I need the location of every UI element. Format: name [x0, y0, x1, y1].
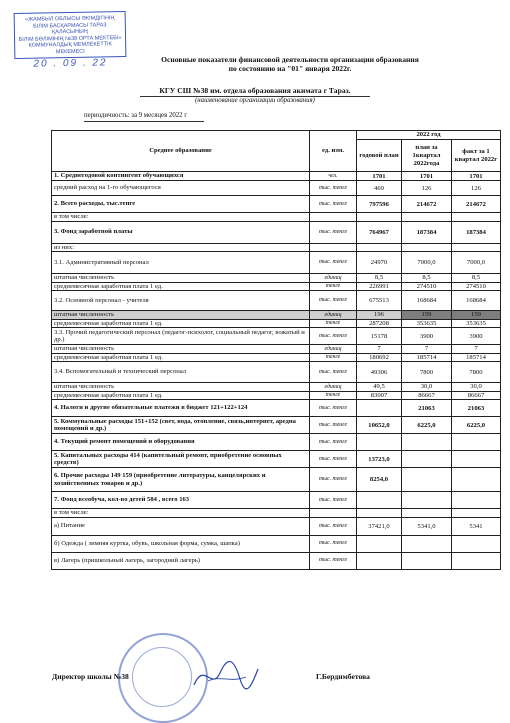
row-label: б) Одежда ( зимняя куртка, обувь, школьная форма, сумка, шапка): [52, 535, 310, 552]
director-name: Г.Бердимбетова: [316, 672, 370, 681]
row-label: 2. Всего расходы, тыс.тенге: [52, 196, 310, 213]
row-label: 3.3. Прочий педагогический персонал (педагог-психолог, социальный педагог, вожатый и др.): [52, 328, 310, 345]
table-row: [52, 468, 501, 492]
row-quarter-plan: 3900: [402, 328, 452, 345]
table-row: [52, 535, 501, 552]
row-unit: [310, 243, 357, 252]
row-annual-plan: 83007: [357, 391, 402, 400]
row-label: 3.1. Административный персонал: [52, 252, 310, 274]
row-label: 3.4. Вспомогательный и технический персонал: [52, 362, 310, 383]
row-quarter-fact: [452, 434, 501, 451]
row-label: 5. Коммунальные расходы 151+152 (свет, вода, отопление, связь,интернет, аредна помещений и др.): [52, 417, 310, 434]
row-quarter-plan: 126: [402, 181, 452, 196]
row-label: штатная численность: [52, 311, 310, 320]
row-unit: тыс. тенге: [310, 221, 357, 243]
row-annual-plan: 797596: [357, 196, 402, 213]
row-annual-plan: 196: [357, 311, 402, 320]
col-header-quarter-plan: план за 1квартал 2022года: [402, 140, 452, 172]
row-quarter-fact: 353635: [452, 319, 501, 328]
row-quarter-plan: 21063: [402, 400, 452, 417]
row-annual-plan: [357, 509, 402, 518]
row-quarter-fact: [452, 509, 501, 518]
row-quarter-fact: 126: [452, 181, 501, 196]
row-annual-plan: [357, 492, 402, 509]
table-row: [52, 311, 501, 320]
row-annual-plan: 8254,0: [357, 468, 402, 492]
row-unit: единиц: [310, 345, 357, 354]
row-label: а) Питание: [52, 517, 310, 535]
document-title: Основные показатели финансовой деятельности организации образования: [161, 55, 419, 64]
table-row: [52, 383, 501, 392]
signature-icon: [190, 655, 260, 695]
row-unit: тыс. тенге: [310, 451, 357, 468]
row-annual-plan: [357, 243, 402, 252]
row-annual-plan: 49306: [357, 362, 402, 383]
row-label: 3.2. Основной персонал - учителя: [52, 291, 310, 311]
row-quarter-plan: 185714: [402, 353, 452, 362]
row-quarter-fact: [452, 213, 501, 222]
row-unit: тыс. тенге: [310, 196, 357, 213]
row-quarter-fact: 8,5: [452, 274, 501, 283]
row-unit: единиц: [310, 383, 357, 392]
row-label: 4. Налоги и другие обязательные платежи в бюджет 121+122+124: [52, 400, 310, 417]
row-quarter-plan: 214672: [402, 196, 452, 213]
table-row: [52, 391, 501, 400]
row-unit: тыс. тенге: [310, 434, 357, 451]
row-quarter-plan: 168684: [402, 291, 452, 311]
row-unit: единиц: [310, 274, 357, 283]
row-label: 5. Капитальных расходы 414 (капительный ремонт, приобретение основных средств): [52, 451, 310, 468]
row-quarter-plan: 7000,0: [402, 252, 452, 274]
row-annual-plan: [357, 535, 402, 552]
table-row: [52, 400, 501, 417]
table-row: [52, 319, 501, 328]
row-quarter-plan: 86667: [402, 391, 452, 400]
table-row: [52, 509, 501, 518]
period-underline: [84, 121, 204, 122]
row-quarter-plan: 159: [402, 311, 452, 320]
document-subtitle: по состоянию на "01" января 2022г.: [228, 64, 352, 73]
row-annual-plan: 7: [357, 345, 402, 354]
financial-table: [51, 130, 501, 570]
row-unit: тыс. тенге: [310, 181, 357, 196]
row-label: среднемесячная заработная плата 1 ед.: [52, 391, 310, 400]
row-label: из них:: [52, 243, 310, 252]
table-row: [52, 417, 501, 434]
row-label: штатная численность: [52, 274, 310, 283]
row-label: среднемесячная заработная плата 1 ед.: [52, 282, 310, 291]
table-body: [52, 172, 501, 570]
row-quarter-fact: [452, 535, 501, 552]
col-header-unit: ед. изм.: [310, 131, 357, 172]
row-quarter-plan: 187384: [402, 221, 452, 243]
row-quarter-plan: 5341,0: [402, 517, 452, 535]
row-annual-plan: 469: [357, 181, 402, 196]
row-quarter-fact: [452, 468, 501, 492]
row-label: в том числе:: [52, 509, 310, 518]
row-quarter-plan: 1701: [402, 172, 452, 181]
row-unit: [310, 213, 357, 222]
director-label: Директор школы №38: [52, 672, 129, 681]
row-quarter-fact: 159: [452, 311, 501, 320]
row-unit: единиц: [310, 311, 357, 320]
table-row: [52, 252, 501, 274]
row-quarter-plan: [402, 468, 452, 492]
row-quarter-plan: 30,0: [402, 383, 452, 392]
row-label: 4. Текущий ремонт помещений и оборудования: [52, 434, 310, 451]
row-unit: тыс. тенге: [310, 492, 357, 509]
table-row: [52, 434, 501, 451]
table-row: [52, 552, 501, 569]
table-row: [52, 291, 501, 311]
row-quarter-fact: 5341: [452, 517, 501, 535]
row-quarter-fact: 274510: [452, 282, 501, 291]
row-quarter-fact: 21063: [452, 400, 501, 417]
row-quarter-fact: 7: [452, 345, 501, 354]
table-row: [52, 353, 501, 362]
row-unit: тыс. тенге: [310, 400, 357, 417]
row-unit: тыс. тенге: [310, 468, 357, 492]
table-row: [52, 243, 501, 252]
row-unit: [310, 509, 357, 518]
row-quarter-plan: [402, 243, 452, 252]
organization-caption: (наименование организации образования): [195, 97, 315, 104]
row-quarter-plan: [402, 552, 452, 569]
row-unit: чел.: [310, 172, 357, 181]
table-row: [52, 181, 501, 196]
row-unit: тыс. тенге: [310, 362, 357, 383]
col-header-category: Среднее образование: [52, 131, 310, 172]
row-annual-plan: [357, 552, 402, 569]
row-quarter-fact: 3900: [452, 328, 501, 345]
row-quarter-fact: 168684: [452, 291, 501, 311]
row-annual-plan: 15178: [357, 328, 402, 345]
row-quarter-plan: [402, 492, 452, 509]
row-quarter-fact: 30,0: [452, 383, 501, 392]
row-quarter-fact: 7800: [452, 362, 501, 383]
row-annual-plan: 1701: [357, 172, 402, 181]
row-quarter-fact: 6225,0: [452, 417, 501, 434]
row-unit: тыс. тенге: [310, 417, 357, 434]
col-header-annual-plan: годовой план: [357, 140, 402, 172]
stamp-line: БІЛІМ БӨЛІМІНІҢ №38 ОРТА МЕКТЕБІ»: [18, 34, 122, 43]
row-unit: тыс. тенге: [310, 252, 357, 274]
table-row: [52, 328, 501, 345]
row-quarter-plan: 7800: [402, 362, 452, 383]
row-quarter-fact: 7000,0: [452, 252, 501, 274]
table-row: [52, 282, 501, 291]
registration-stamp: [14, 11, 127, 70]
row-quarter-fact: [452, 492, 501, 509]
row-annual-plan: 24970: [357, 252, 402, 274]
stamp-line: БІЛІМ БАСҚАРМАСЫ ТАРАЗ ҚАЛАСЫНЫҢ: [33, 21, 107, 36]
row-label: в) Лагерь (пришкольный лагерь, загородний лагерь): [52, 552, 310, 569]
reporting-period: периодичность: за 9 месяцев 2022 г: [84, 112, 188, 119]
row-quarter-plan: [402, 213, 452, 222]
row-unit: тыс. тенге: [310, 291, 357, 311]
row-quarter-fact: [452, 552, 501, 569]
table-row: [52, 221, 501, 243]
row-quarter-fact: 214672: [452, 196, 501, 213]
col-header-year: 2022 год: [357, 131, 501, 140]
row-annual-plan: 226991: [357, 282, 402, 291]
row-annual-plan: 180692: [357, 353, 402, 362]
row-quarter-fact: 1701: [452, 172, 501, 181]
row-label: штатная численность: [52, 383, 310, 392]
row-label: среднемесячная заработная плата 1 ед.: [52, 353, 310, 362]
row-annual-plan: 13723,0: [357, 451, 402, 468]
row-quarter-fact: 185714: [452, 353, 501, 362]
col-header-quarter-fact: факт за 1 квартал 2022г: [452, 140, 501, 172]
row-annual-plan: [357, 400, 402, 417]
row-unit: тыс. тенге: [310, 328, 357, 345]
row-label: средний расход на 1-го обучающегося: [52, 181, 310, 196]
table-row: [52, 517, 501, 535]
row-label: 1. Среднегодовой контингент обучающихся: [52, 172, 310, 181]
row-quarter-plan: 6225,0: [402, 417, 452, 434]
row-annual-plan: [357, 434, 402, 451]
stamp-date: 20 . 09 . 22: [33, 57, 108, 70]
stamp-line: КОММУНАЛДЫҚ МЕМЛЕКЕТТІК МЕКЕМЕСІ: [28, 41, 112, 55]
table-row: [52, 196, 501, 213]
row-unit: тыс. тенге: [310, 535, 357, 552]
row-unit: тенге: [310, 282, 357, 291]
organization-name: КГУ СШ №38 им. отдела образования акимата г Тараз.: [159, 86, 351, 95]
table-row: [52, 345, 501, 354]
row-unit: тенге: [310, 319, 357, 328]
row-label: 6. Прочие расходы 149 159 (приобретение литературы, канцелярских и хозяйственных товаров и др.): [52, 468, 310, 492]
row-unit: тыс. тенге: [310, 517, 357, 535]
row-quarter-plan: [402, 535, 452, 552]
row-quarter-fact: [452, 451, 501, 468]
row-quarter-plan: 274510: [402, 282, 452, 291]
table-row: [52, 362, 501, 383]
table-row: [52, 172, 501, 181]
row-label: 3. Фонд заработной платы: [52, 221, 310, 243]
row-label: 7. Фонд всеобуча, кол-во детей 584 , всего 163: [52, 492, 310, 509]
row-unit: тенге: [310, 353, 357, 362]
row-annual-plan: 764967: [357, 221, 402, 243]
row-quarter-fact: 86667: [452, 391, 501, 400]
row-annual-plan: 49,5: [357, 383, 402, 392]
row-quarter-plan: [402, 451, 452, 468]
row-label: среднемесячная заработная плата 1 ед.: [52, 319, 310, 328]
row-unit: тыс. тенге: [310, 552, 357, 569]
stamp-line: «ЖАМБЫЛ ОБЛЫСЫ ӘКІМДІГІНІҢ: [24, 15, 115, 23]
row-quarter-plan: 7: [402, 345, 452, 354]
row-quarter-fact: 187384: [452, 221, 501, 243]
table-row: [52, 213, 501, 222]
row-annual-plan: 10652,0: [357, 417, 402, 434]
row-quarter-fact: [452, 243, 501, 252]
table-row: [52, 492, 501, 509]
row-annual-plan: 37421,0: [357, 517, 402, 535]
row-quarter-plan: 353635: [402, 319, 452, 328]
row-label: в том числе:: [52, 213, 310, 222]
row-annual-plan: 287208: [357, 319, 402, 328]
table-row: [52, 451, 501, 468]
row-annual-plan: 675513: [357, 291, 402, 311]
row-quarter-plan: [402, 434, 452, 451]
row-annual-plan: [357, 213, 402, 222]
row-annual-plan: 8,5: [357, 274, 402, 283]
row-unit: тенге: [310, 391, 357, 400]
row-quarter-plan: 8,5: [402, 274, 452, 283]
row-label: штатная численность: [52, 345, 310, 354]
row-quarter-plan: [402, 509, 452, 518]
table-row: [52, 274, 501, 283]
